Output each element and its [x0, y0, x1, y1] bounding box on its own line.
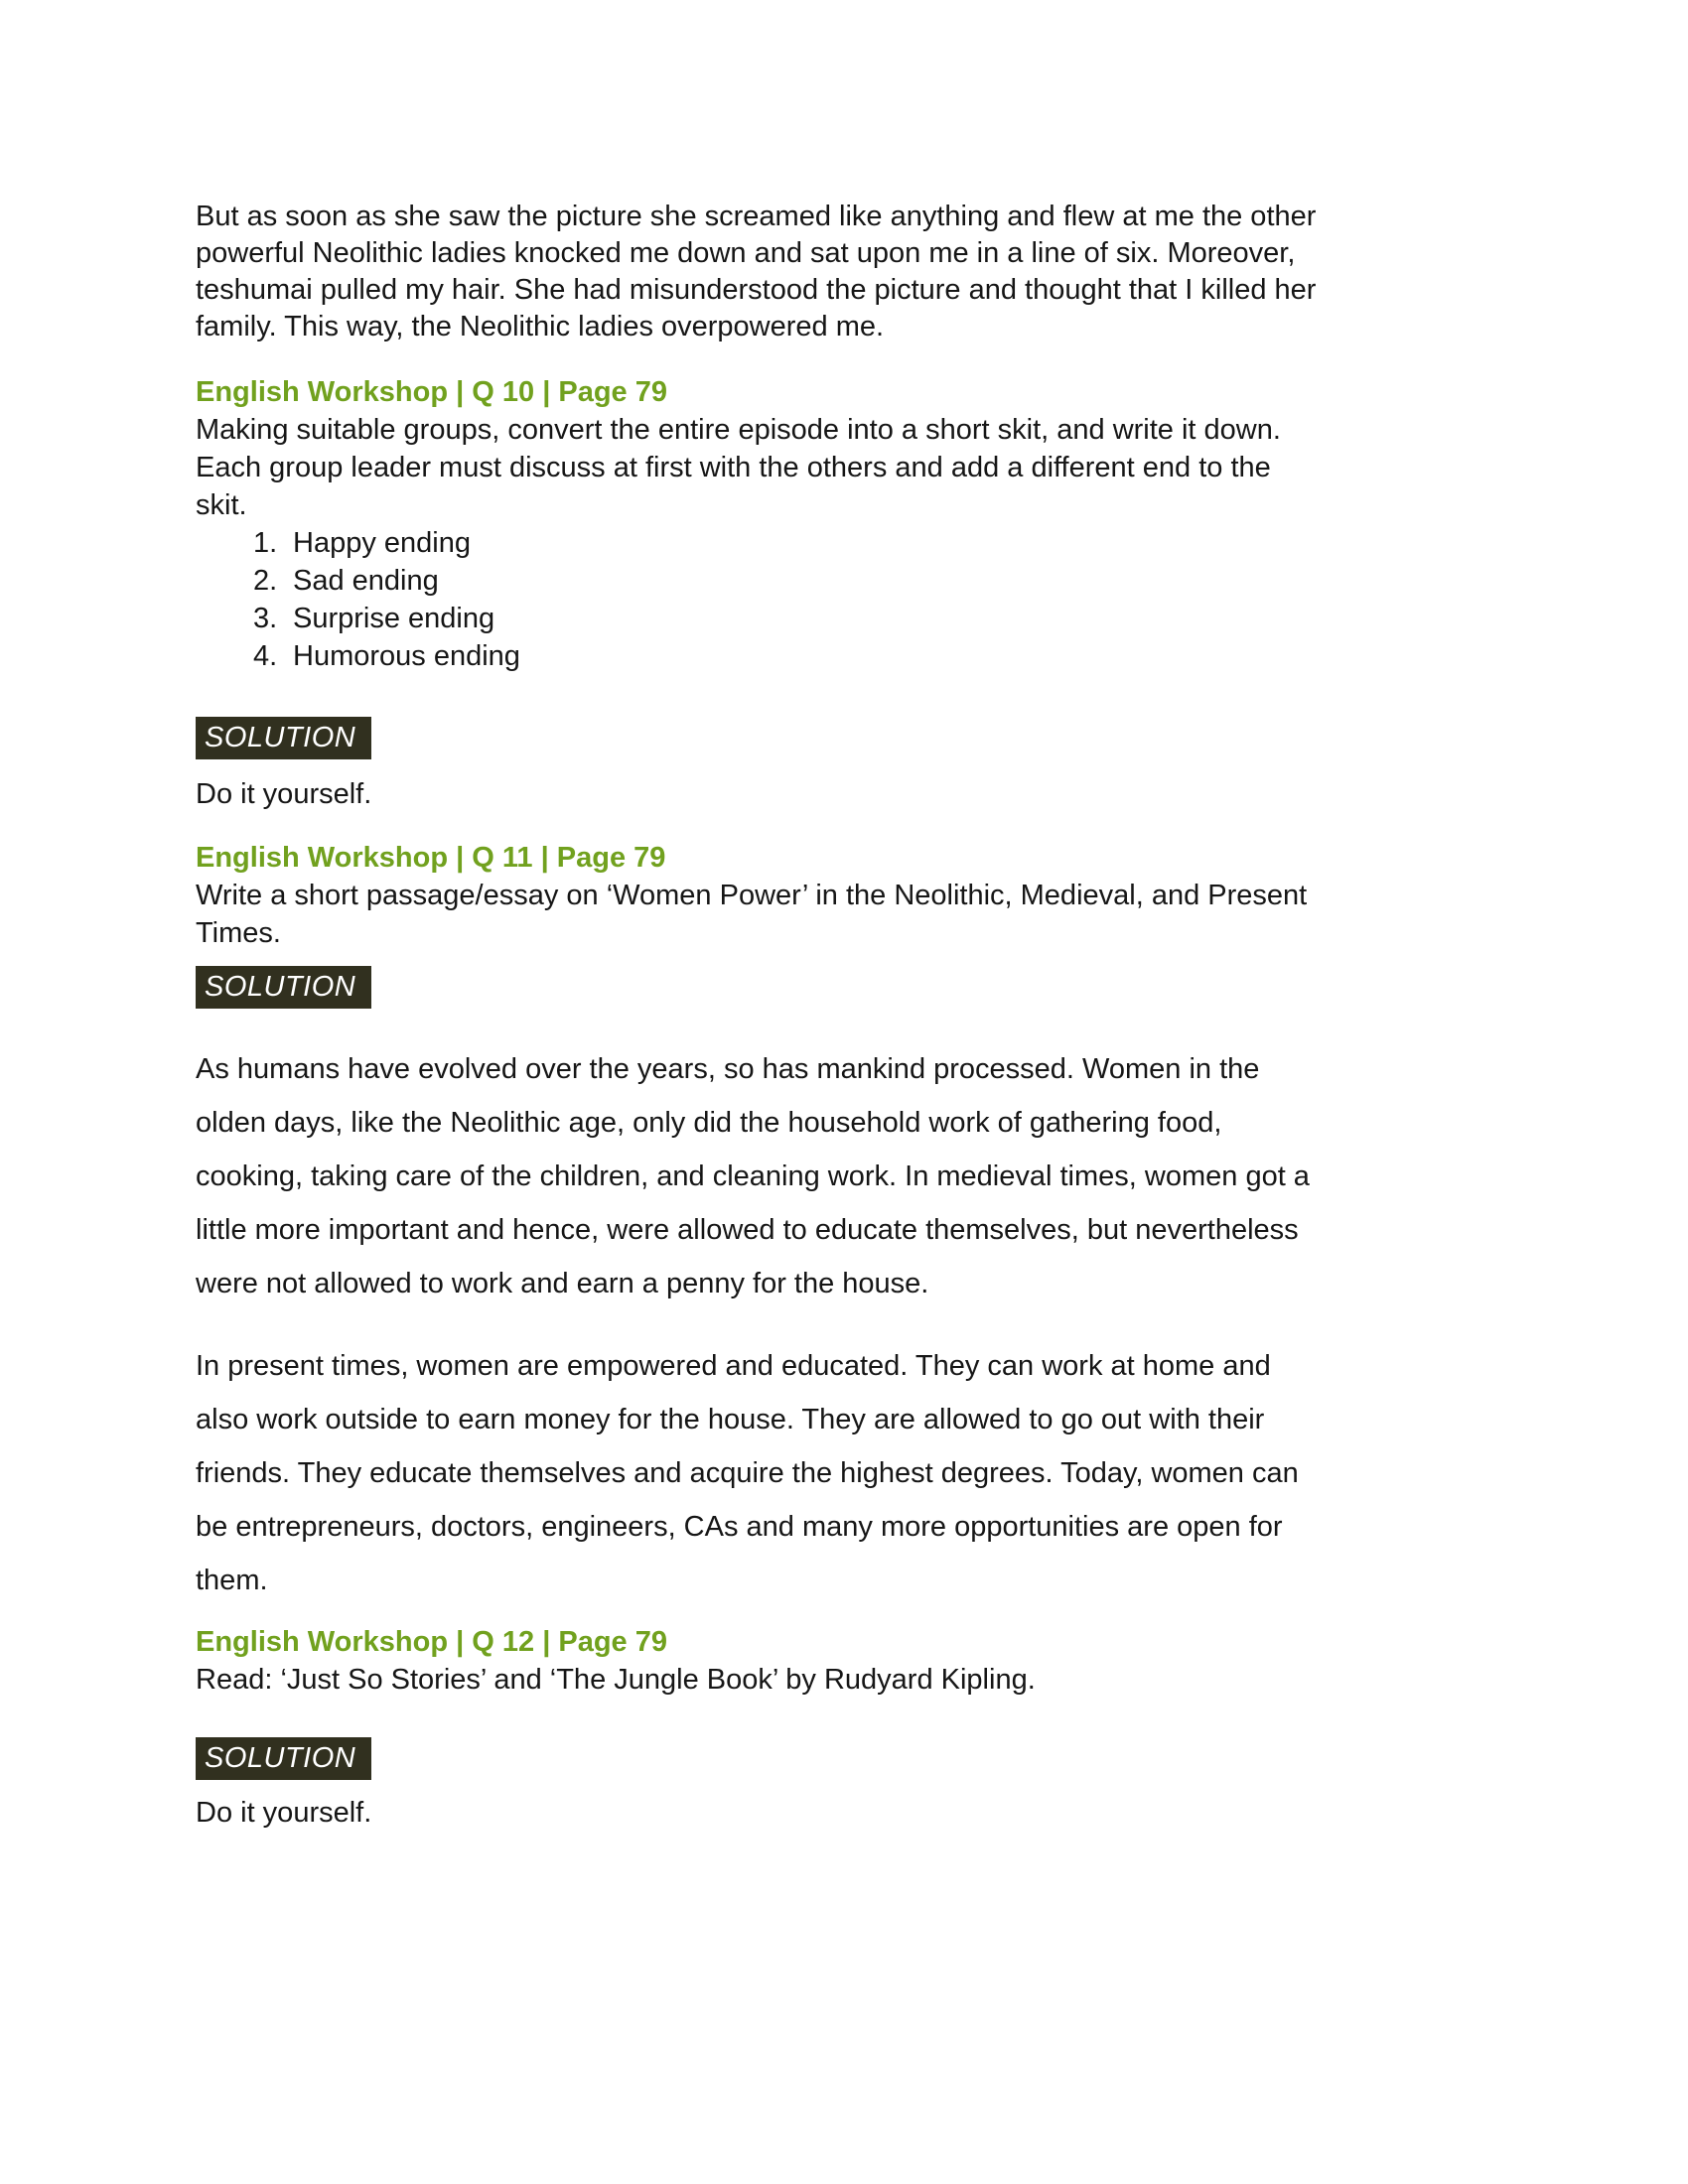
- essay-line: were not allowed to work and earn a penny for the house.: [196, 1268, 929, 1299]
- list-item-number: 3.: [253, 603, 278, 634]
- paragraph-line: powerful Neolithic ladies knocked me down and sat upon me in a line of six. Moreover,: [196, 237, 1296, 269]
- paragraph-line: teshumai pulled my hair. She had misunderstood the picture and thought that I killed her: [196, 274, 1317, 306]
- essay-line: them.: [196, 1565, 268, 1596]
- question-line: skit.: [196, 489, 247, 521]
- section-q12: [196, 1623, 1506, 1699]
- list-item-text: Happy ending: [293, 527, 471, 559]
- list-item: [196, 637, 1506, 675]
- essay-line: cooking, taking care of the children, and cleaning work. In medieval times, women got a: [196, 1160, 1310, 1192]
- list-item-text: Surprise ending: [293, 603, 495, 634]
- essay-line: As humans have evolved over the years, so has mankind processed. Women in the: [196, 1053, 1260, 1085]
- list-item-text: Sad ending: [293, 565, 439, 597]
- section-header-q11: English Workshop | Q 11 | Page 79: [196, 842, 666, 874]
- essay-line: In present times, women are empowered and educated. They can work at home and: [196, 1350, 1271, 1382]
- question-line: Read: ‘Just So Stories’ and ‘The Jungle Book’ by Rudyard Kipling.: [196, 1664, 1036, 1696]
- essay-line: olden days, like the Neolithic age, only did the household work of gathering food,: [196, 1107, 1222, 1139]
- intro-paragraph: [196, 199, 1506, 345]
- list-item-number: 2.: [253, 565, 278, 597]
- question-line: Each group leader must discuss at first with the others and add a different end to the: [196, 452, 1271, 483]
- answer-text: Do it yourself.: [196, 778, 372, 810]
- list-item-number: 1.: [253, 527, 278, 559]
- list-item: [196, 562, 1506, 600]
- section-q11: [196, 839, 1506, 952]
- answer-text: Do it yourself.: [196, 1797, 372, 1829]
- list-item-number: 4.: [253, 640, 278, 672]
- list-item-text: Humorous ending: [293, 640, 520, 672]
- solution-badge: SOLUTION: [196, 966, 371, 1009]
- essay-line: be entrepreneurs, doctors, engineers, CAs and many more opportunities are open for: [196, 1511, 1283, 1543]
- section-header-q10: English Workshop | Q 10 | Page 79: [196, 376, 667, 408]
- solution-badge: SOLUTION: [196, 1737, 371, 1780]
- essay-line: little more important and hence, were allowed to educate themselves, but nevertheless: [196, 1214, 1299, 1246]
- paragraph-line: But as soon as she saw the picture she screamed like anything and flew at me the other: [196, 201, 1317, 232]
- essay-line: friends. They educate themselves and acquire the highest degrees. Today, women can: [196, 1457, 1299, 1489]
- answer-q12: [196, 1794, 1506, 1832]
- essay-line: also work outside to earn money for the house. They are allowed to go out with their: [196, 1404, 1265, 1435]
- list-item: [196, 600, 1506, 637]
- question-line: Write a short passage/essay on ‘Women Power’ in the Neolithic, Medieval, and Present: [196, 880, 1308, 911]
- answer-q11-paragraph-1: [196, 1042, 1506, 1310]
- answer-q11-paragraph-2: [196, 1339, 1506, 1607]
- list-item: [196, 524, 1506, 562]
- paragraph-line: family. This way, the Neolithic ladies overpowered me.: [196, 311, 885, 342]
- section-q10: [196, 373, 1506, 675]
- question-line: Making suitable groups, convert the entire episode into a short skit, and write it down.: [196, 414, 1281, 446]
- section-header-q12: English Workshop | Q 12 | Page 79: [196, 1626, 667, 1658]
- solution-badge: SOLUTION: [196, 717, 371, 759]
- question-line: Times.: [196, 917, 281, 949]
- answer-q10: [196, 775, 1506, 813]
